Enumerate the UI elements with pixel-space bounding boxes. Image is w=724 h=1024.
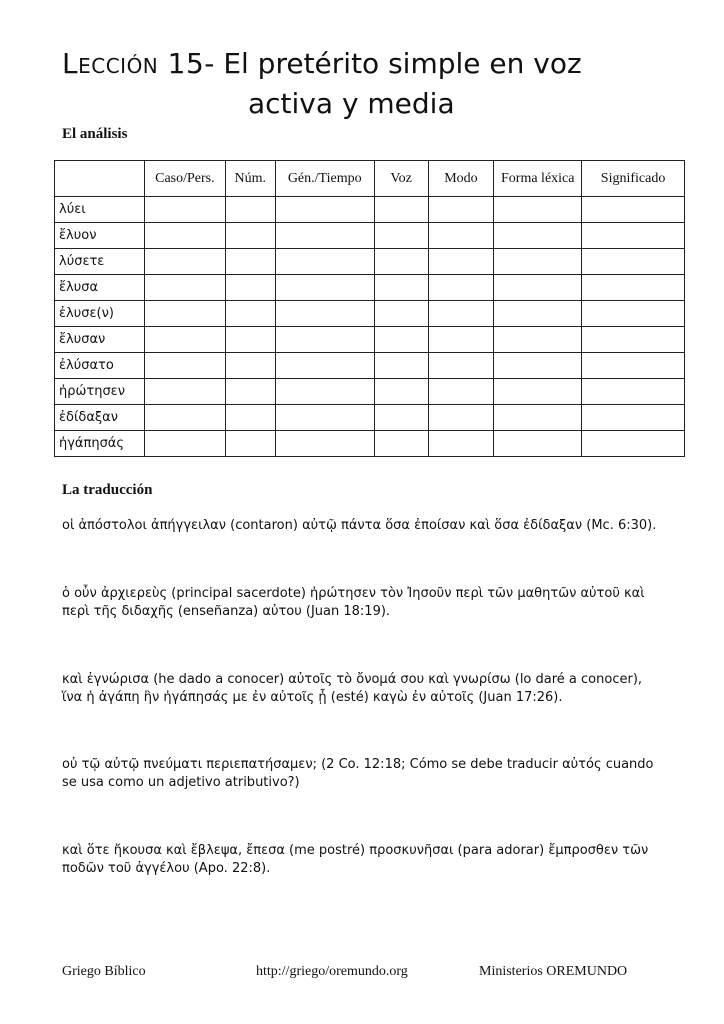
table-row: [55, 327, 685, 353]
blank-answer-cell: [144, 301, 225, 327]
blank-answer-cell: [428, 249, 494, 275]
blank-answer-cell: [582, 223, 685, 249]
greek-word-cell: ἐδίδαξαν: [55, 405, 145, 431]
blank-answer-cell: [494, 327, 582, 353]
column-header-number: Núm.: [225, 161, 275, 197]
table-row: [55, 379, 685, 405]
blank-answer-cell: [275, 249, 374, 275]
blank-answer-cell: [275, 327, 374, 353]
blank-answer-cell: [225, 431, 275, 457]
blank-answer-cell: [144, 353, 225, 379]
blank-answer-cell: [144, 223, 225, 249]
greek-word-cell: λύσετε: [55, 249, 145, 275]
blank-answer-cell: [494, 301, 582, 327]
blank-answer-cell: [494, 353, 582, 379]
blank-answer-cell: [428, 301, 494, 327]
blank-answer-cell: [374, 223, 428, 249]
blank-answer-cell: [225, 223, 275, 249]
blank-answer-cell: [374, 301, 428, 327]
blank-answer-cell: [275, 301, 374, 327]
table-row: [55, 301, 685, 327]
greek-word-cell: ἐλύσατο: [55, 353, 145, 379]
table-row: [55, 431, 685, 457]
blank-answer-cell: [275, 223, 374, 249]
blank-answer-cell: [144, 275, 225, 301]
blank-answer-cell: [275, 379, 374, 405]
blank-answer-cell: [374, 197, 428, 223]
table-row: [55, 353, 685, 379]
blank-answer-cell: [582, 353, 685, 379]
page-title: [0, 44, 724, 124]
blank-answer-cell: [374, 249, 428, 275]
translation-heading: La traducción: [62, 482, 153, 498]
table-row: [55, 223, 685, 249]
greek-word-cell: λύει: [55, 197, 145, 223]
blank-answer-cell: [225, 249, 275, 275]
blank-answer-cell: [494, 249, 582, 275]
table-header-row: [55, 161, 685, 197]
blank-answer-cell: [494, 405, 582, 431]
blank-answer-cell: [225, 379, 275, 405]
blank-answer-cell: [494, 275, 582, 301]
blank-answer-cell: [374, 327, 428, 353]
column-header-gender-tense: Gén./Tiempo: [275, 161, 374, 197]
column-header-lexical-form: Forma léxica: [494, 161, 582, 197]
blank-answer-cell: [582, 431, 685, 457]
blank-answer-cell: [374, 353, 428, 379]
table-row: [55, 275, 685, 301]
greek-word-cell: ἠγάπησάς: [55, 431, 145, 457]
blank-answer-cell: [428, 275, 494, 301]
blank-answer-cell: [275, 353, 374, 379]
blank-answer-cell: [428, 431, 494, 457]
blank-answer-cell: [582, 379, 685, 405]
greek-word-cell: ἔλυον: [55, 223, 145, 249]
analysis-heading: El análisis: [62, 126, 128, 142]
footer-url: http://griego/oremundo.org: [256, 964, 408, 979]
blank-answer-cell: [144, 405, 225, 431]
blank-answer-cell: [144, 249, 225, 275]
blank-answer-cell: [582, 405, 685, 431]
translation-paragraph: ὁ οὖν ἀρχιερεὺς (principal sacerdote) ἠρώτησεν τὸν Ἰησοῦν περὶ τῶν μαθητῶν αὐτοῦ καὶ περὶ τῆς διδαχῆς (enseñanza) αὐτου (Juan 18:19).: [62, 586, 645, 619]
blank-answer-cell: [494, 431, 582, 457]
translation-paragraph: οἱ ἀπόστολοι ἀπήγγειλαν (contaron) αὐτῷ πάντα ὅσα ἐποίσαν καὶ ὅσα ἐδίδαξαν (Mc. 6:30).: [62, 518, 657, 533]
column-header-word: [55, 161, 145, 197]
blank-answer-cell: [428, 223, 494, 249]
lesson-label: Lección 15: [62, 47, 205, 80]
blank-answer-cell: [428, 353, 494, 379]
title-separator: -: [204, 47, 224, 80]
blank-answer-cell: [428, 197, 494, 223]
blank-answer-cell: [275, 197, 374, 223]
blank-answer-cell: [225, 197, 275, 223]
blank-answer-cell: [428, 405, 494, 431]
footer-left: Griego Bíblico: [62, 964, 146, 979]
column-header-mood: Modo: [428, 161, 494, 197]
blank-answer-cell: [428, 379, 494, 405]
blank-answer-cell: [582, 327, 685, 353]
title-line-1-text: El pretérito simple en voz: [223, 47, 582, 80]
blank-answer-cell: [494, 197, 582, 223]
blank-answer-cell: [144, 379, 225, 405]
blank-answer-cell: [225, 275, 275, 301]
footer-right: Ministerios OREMUNDO: [479, 964, 628, 979]
analysis-table: [54, 160, 685, 457]
blank-answer-cell: [374, 405, 428, 431]
greek-word-cell: ἠρώτησεν: [55, 379, 145, 405]
greek-word-cell: ἐλυσε(ν): [55, 301, 145, 327]
blank-answer-cell: [144, 197, 225, 223]
title-line-2: activa y media: [248, 87, 455, 120]
blank-answer-cell: [582, 275, 685, 301]
translation-paragraph: οὐ τῷ αὐτῷ πνεύματι περιεπατήσαμεν; (2 Co. 12:18; Cómo se debe traducir αὐτός cuando se usa como un adjetivo atributivo?): [62, 757, 654, 790]
greek-word-cell: ἔλυσαν: [55, 327, 145, 353]
translation-paragraph: καὶ ὅτε ἤκουσα καὶ ἔβλεψα, ἔπεσα (me postré) προσκυνῆσαι (para adorar) ἔμπροσθεν τῶν ποδῶν τοῦ ἀγγέλου (Apo. 22:8).: [62, 843, 649, 876]
blank-answer-cell: [582, 249, 685, 275]
blank-answer-cell: [275, 405, 374, 431]
title-line-1: [62, 44, 724, 84]
column-header-meaning: Significado: [582, 161, 685, 197]
translation-paragraph: καὶ ἐγνώρισα (he dado a conocer) αὐτοῖς τὸ ὄνομά σου καὶ γνωρίσω (lo daré a conocer), ἵνα ἡ ἀγάπη ἣν ἠγάπησάς με ἐν αὐτοῖς ᾖ (esté) καγὼ ἐν αὐτοῖς (Juan 17:26).: [62, 672, 643, 705]
blank-answer-cell: [374, 379, 428, 405]
blank-answer-cell: [225, 405, 275, 431]
blank-answer-cell: [374, 275, 428, 301]
blank-answer-cell: [494, 223, 582, 249]
column-header-voice: Voz: [374, 161, 428, 197]
blank-answer-cell: [144, 327, 225, 353]
column-header-case: Caso/Pers.: [144, 161, 225, 197]
blank-answer-cell: [428, 327, 494, 353]
blank-answer-cell: [225, 353, 275, 379]
greek-word-cell: ἔλυσα: [55, 275, 145, 301]
blank-answer-cell: [275, 431, 374, 457]
blank-answer-cell: [494, 379, 582, 405]
blank-answer-cell: [144, 431, 225, 457]
blank-answer-cell: [225, 301, 275, 327]
blank-answer-cell: [582, 301, 685, 327]
table-row: [55, 249, 685, 275]
blank-answer-cell: [374, 431, 428, 457]
blank-answer-cell: [225, 327, 275, 353]
blank-answer-cell: [582, 197, 685, 223]
table-row: [55, 197, 685, 223]
blank-answer-cell: [275, 275, 374, 301]
table-row: [55, 405, 685, 431]
